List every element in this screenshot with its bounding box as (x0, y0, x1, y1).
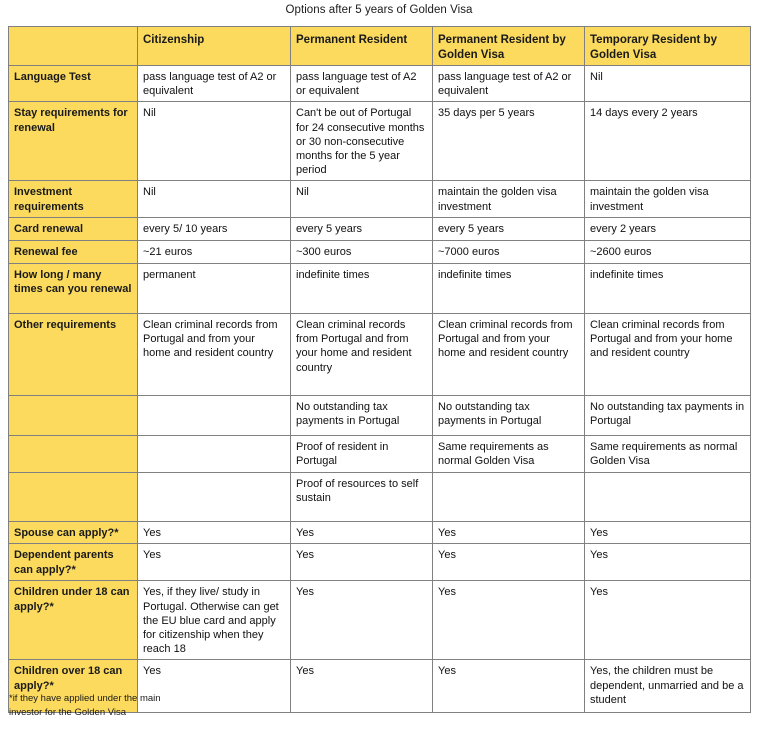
header-cell-temporary-resident-golden-visa: Temporary Resident by Golden Visa (585, 27, 751, 66)
cell-spouse-citizenship: Yes (138, 521, 291, 544)
table-row (9, 218, 751, 241)
cell-children-over-18-permanent-resident: Yes (291, 660, 433, 713)
page-title: Options after 5 years of Golden Visa (285, 4, 473, 16)
cell-card-renewal-tr-golden-visa: every 2 years (585, 218, 751, 241)
row-label-other-requirements-cont-2 (9, 435, 138, 472)
row-label-investment-requirements: Investment requirements (9, 181, 138, 218)
cell-tax-citizenship (138, 395, 291, 435)
cell-children-over-18-pr-golden-visa: Yes (433, 660, 585, 713)
cell-proof-citizenship (138, 435, 291, 472)
row-label-children-over-18-can-apply: Children over 18 can apply?* (9, 660, 138, 713)
cell-stay-requirements-pr-golden-visa: 35 days per 5 years (433, 102, 585, 181)
row-label-dependent-parents-can-apply: Dependent parents can apply?* (9, 544, 138, 581)
cell-resources-pr-golden-visa (433, 472, 585, 521)
cell-investment-citizenship: Nil (138, 181, 291, 218)
cell-proof-tr-golden-visa: Same requirements as normal Golden Visa (585, 435, 751, 472)
cell-children-under-18-tr-golden-visa: Yes (585, 581, 751, 660)
cell-renewal-fee-pr-golden-visa: ~7000 euros (433, 240, 585, 263)
cell-spouse-pr-golden-visa: Yes (433, 521, 585, 544)
row-label-renewal-fee: Renewal fee (9, 240, 138, 263)
cell-children-under-18-permanent-resident: Yes (291, 581, 433, 660)
cell-spouse-permanent-resident: Yes (291, 521, 433, 544)
cell-children-over-18-tr-golden-visa: Yes, the children must be dependent, unmarried and be a student (585, 660, 751, 713)
cell-language-test-pr-golden-visa: pass language test of A2 or equivalent (433, 66, 585, 102)
cell-tax-pr-golden-visa: No outstanding tax payments in Portugal (433, 395, 585, 435)
cell-parents-citizenship: Yes (138, 544, 291, 581)
row-label-children-under-18-can-apply: Children under 18 can apply?* (9, 581, 138, 660)
row-label-other-requirements: Other requirements (9, 313, 138, 395)
table-row (9, 240, 751, 263)
cell-resources-tr-golden-visa (585, 472, 751, 521)
cell-children-under-18-citizenship: Yes, if they live/ study in Portugal. Otherwise can get the EU blue card and apply for citizenship when they reach 18 (138, 581, 291, 660)
cell-renewal-fee-tr-golden-visa: ~2600 euros (585, 240, 751, 263)
row-label-how-long-many-times-renewal: How long / many times can you renewal (9, 263, 138, 313)
cell-tax-permanent-resident: No outstanding tax payments in Portugal (291, 395, 433, 435)
cell-other-req-tr-golden-visa: Clean criminal records from Portugal and from your home and resident country (585, 313, 751, 395)
cell-card-renewal-permanent-resident: every 5 years (291, 218, 433, 241)
cell-proof-pr-golden-visa: Same requirements as normal Golden Visa (433, 435, 585, 472)
table-body (9, 27, 751, 713)
table-row (9, 313, 751, 395)
row-label-language-test: Language Test (9, 66, 138, 102)
cell-tax-tr-golden-visa: No outstanding tax payments in Portugal (585, 395, 751, 435)
cell-language-test-permanent-resident: pass language test of A2 or equivalent (291, 66, 433, 102)
cell-parents-pr-golden-visa: Yes (433, 544, 585, 581)
footnote: *if they have applied under the main investor for the Golden Visa (9, 693, 161, 718)
cell-card-renewal-pr-golden-visa: every 5 years (433, 218, 585, 241)
row-label-spouse-can-apply: Spouse can apply?* (9, 521, 138, 544)
table-row (9, 521, 751, 544)
cell-stay-requirements-tr-golden-visa: 14 days every 2 years (585, 102, 751, 181)
table-row (9, 102, 751, 181)
header-cell-citizenship: Citizenship (138, 27, 291, 66)
header-cell-permanent-resident: Permanent Resident (291, 27, 433, 66)
table-row (9, 263, 751, 313)
table-header-row (9, 27, 751, 66)
table-row (9, 435, 751, 472)
cell-investment-pr-golden-visa: maintain the golden visa investment (433, 181, 585, 218)
cell-parents-tr-golden-visa: Yes (585, 544, 751, 581)
cell-spouse-tr-golden-visa: Yes (585, 521, 751, 544)
table-row (9, 581, 751, 660)
table-row (9, 66, 751, 102)
table-row (9, 472, 751, 521)
cell-proof-permanent-resident: Proof of resident in Portugal (291, 435, 433, 472)
cell-other-req-pr-golden-visa: Clean criminal records from Portugal and from your home and resident country (433, 313, 585, 395)
cell-renewal-count-pr-golden-visa: indefinite times (433, 263, 585, 313)
cell-parents-permanent-resident: Yes (291, 544, 433, 581)
table-row (9, 544, 751, 581)
cell-investment-permanent-resident: Nil (291, 181, 433, 218)
header-cell-permanent-resident-golden-visa: Permanent Resident by Golden Visa (433, 27, 585, 66)
cell-resources-citizenship (138, 472, 291, 521)
cell-children-under-18-pr-golden-visa: Yes (433, 581, 585, 660)
cell-language-test-citizenship: pass language test of A2 or equivalent (138, 66, 291, 102)
cell-renewal-count-tr-golden-visa: indefinite times (585, 263, 751, 313)
cell-investment-tr-golden-visa: maintain the golden visa investment (585, 181, 751, 218)
cell-stay-requirements-permanent-resident: Can't be out of Portugal for 24 consecutive months or 30 non-consecutive months for the 5 year period (291, 102, 433, 181)
header-cell-corner (9, 27, 138, 66)
table-row (9, 181, 751, 218)
row-label-card-renewal: Card renewal (9, 218, 138, 241)
comparison-table (8, 26, 751, 713)
cell-other-req-permanent-resident: Clean criminal records from Portugal and from your home and resident country (291, 313, 433, 395)
row-label-stay-requirements: Stay requirements for renewal (9, 102, 138, 181)
cell-language-test-tr-golden-visa: Nil (585, 66, 751, 102)
cell-renewal-count-permanent-resident: indefinite times (291, 263, 433, 313)
row-label-other-requirements-cont-1 (9, 395, 138, 435)
cell-other-req-citizenship: Clean criminal records from Portugal and from your home and resident country (138, 313, 291, 395)
cell-renewal-fee-permanent-resident: ~300 euros (291, 240, 433, 263)
row-label-other-requirements-cont-3 (9, 472, 138, 521)
cell-renewal-count-citizenship: permanent (138, 263, 291, 313)
table-row (9, 395, 751, 435)
cell-stay-requirements-citizenship: Nil (138, 102, 291, 181)
cell-renewal-fee-citizenship: ~21 euros (138, 240, 291, 263)
cell-resources-permanent-resident: Proof of resources to self sustain (291, 472, 433, 521)
cell-card-renewal-citizenship: every 5/ 10 years (138, 218, 291, 241)
cell-children-over-18-citizenship: Yes (138, 660, 291, 713)
